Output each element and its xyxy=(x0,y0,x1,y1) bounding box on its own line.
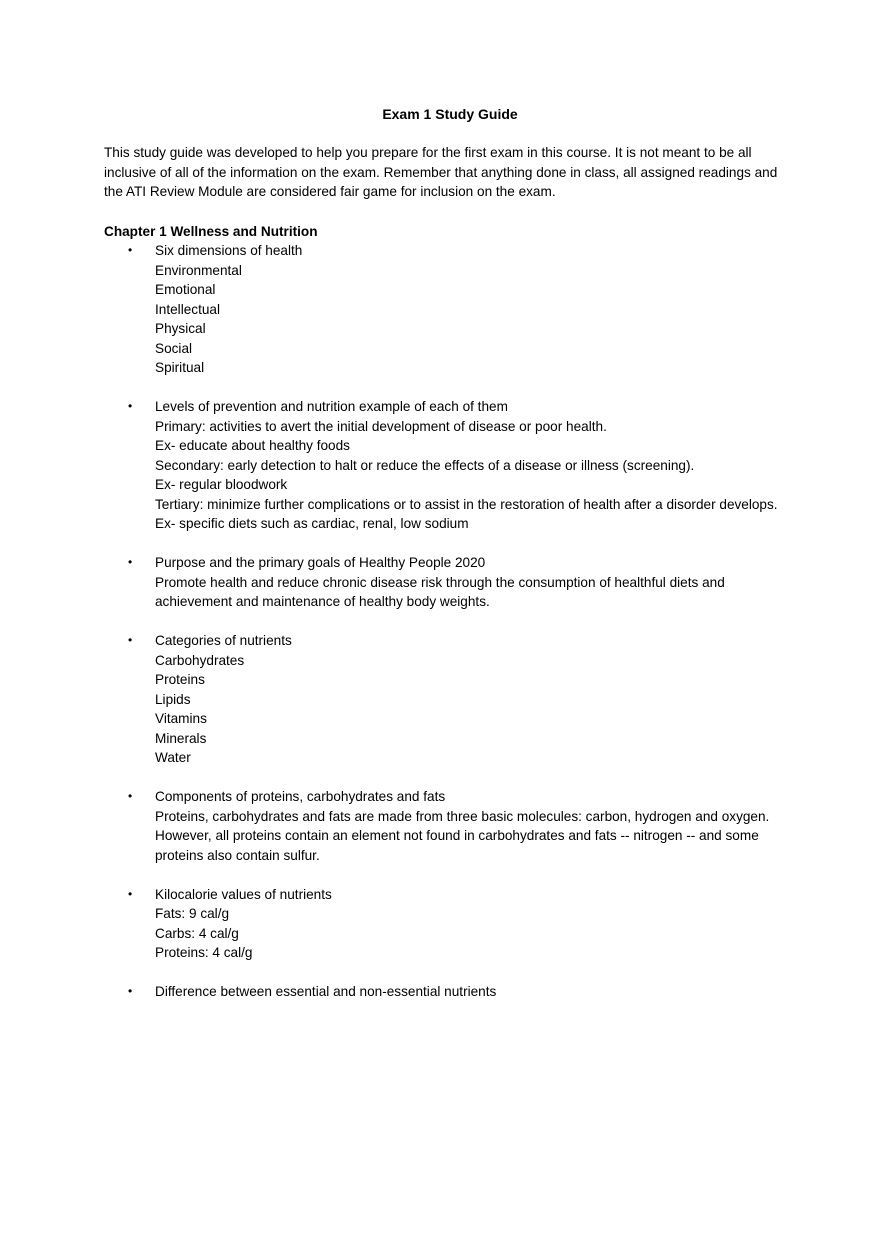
bullet-icon: • xyxy=(128,243,133,257)
topic-heading: Categories of nutrients xyxy=(155,633,292,648)
topic-detail-line: Promote health and reduce chronic disease risk through the consumption of healthful diets and achievement and maintenance of healthy body weights. xyxy=(155,574,725,609)
topic-heading: Kilocalorie values of nutrients xyxy=(155,886,332,902)
topic-detail-line: Environmental xyxy=(155,262,242,278)
topic-detail-line: Vitamins xyxy=(155,711,207,726)
topic-detail-line: Proteins xyxy=(155,672,205,687)
topic-detail-line: Physical xyxy=(155,321,206,336)
topic-item xyxy=(104,885,780,963)
document-title: Exam 1 Study Guide xyxy=(382,106,518,122)
topic-item xyxy=(104,631,780,768)
topic-item xyxy=(104,397,780,534)
bullet-icon: • xyxy=(128,399,133,413)
topic-detail-line: Ex- regular bloodwork xyxy=(155,477,288,492)
topic-detail-line: Proteins: 4 cal/g xyxy=(155,945,253,960)
bullet-icon: • xyxy=(128,555,133,569)
topic-item xyxy=(104,982,780,1002)
topic-detail-line: Spiritual xyxy=(155,360,205,375)
topic-detail-line: Minerals xyxy=(155,730,207,746)
topic-detail-line: Social xyxy=(155,340,193,356)
topic-detail-line: Carbs: 4 cal/g xyxy=(155,925,239,941)
chapter-heading: Chapter 1 Wellness and Nutrition xyxy=(104,223,318,239)
topic-heading: Difference between essential and non-essential nutrients xyxy=(155,984,497,999)
topic-detail-line: Secondary: early detection to halt or reduce the effects of a disease or illness (screening). xyxy=(155,457,695,473)
bullet-icon: • xyxy=(128,886,133,901)
topic-heading: Levels of prevention and nutrition example of each of them xyxy=(155,399,508,414)
topic-list xyxy=(104,241,780,1002)
topic-detail-line: Ex- educate about healthy foods xyxy=(155,438,350,453)
topic-heading: Six dimensions of health xyxy=(155,243,303,258)
topic-detail-line: Carbohydrates xyxy=(155,652,245,668)
bullet-icon: • xyxy=(128,984,133,998)
topic-item xyxy=(104,553,780,612)
topic-heading: Components of proteins, carbohydrates and fats xyxy=(155,789,446,804)
topic-detail-line: Primary: activities to avert the initial development of disease or poor health. xyxy=(155,418,607,434)
topic-detail-line: Ex- specific diets such as cardiac, renal, low sodium xyxy=(155,516,469,531)
topic-detail-line: Proteins, carbohydrates and fats are made from three basic molecules: carbon, hydrogen and oxygen. However, all proteins contain an element not found in carbohydrates and fats -- nitrogen -- and some proteins also contain sulfur. xyxy=(155,808,770,863)
topic-detail-line: Water xyxy=(155,750,191,765)
topic-item xyxy=(104,787,780,865)
intro-paragraph: This study guide was developed to help you prepare for the first exam in this course. It is not meant to be all inclusive of all of the information on the exam. Remember that anything done in class, all assigned readings and the ATI Review Module are considered fair game for inclusion on the exam. xyxy=(104,145,778,199)
topic-heading: Purpose and the primary goals of Healthy People 2020 xyxy=(155,555,486,570)
topic-detail-line: Emotional xyxy=(155,282,216,297)
bullet-icon: • xyxy=(128,789,133,803)
topic-item xyxy=(104,241,780,378)
topic-detail-line: Lipids xyxy=(155,691,191,707)
bullet-icon: • xyxy=(128,633,133,647)
topic-detail-line: Fats: 9 cal/g xyxy=(155,906,230,921)
topic-detail-line: Intellectual xyxy=(155,301,220,317)
topic-detail-line: Tertiary: minimize further complications or to assist in the restoration of health after a disorder develops. xyxy=(155,496,778,512)
